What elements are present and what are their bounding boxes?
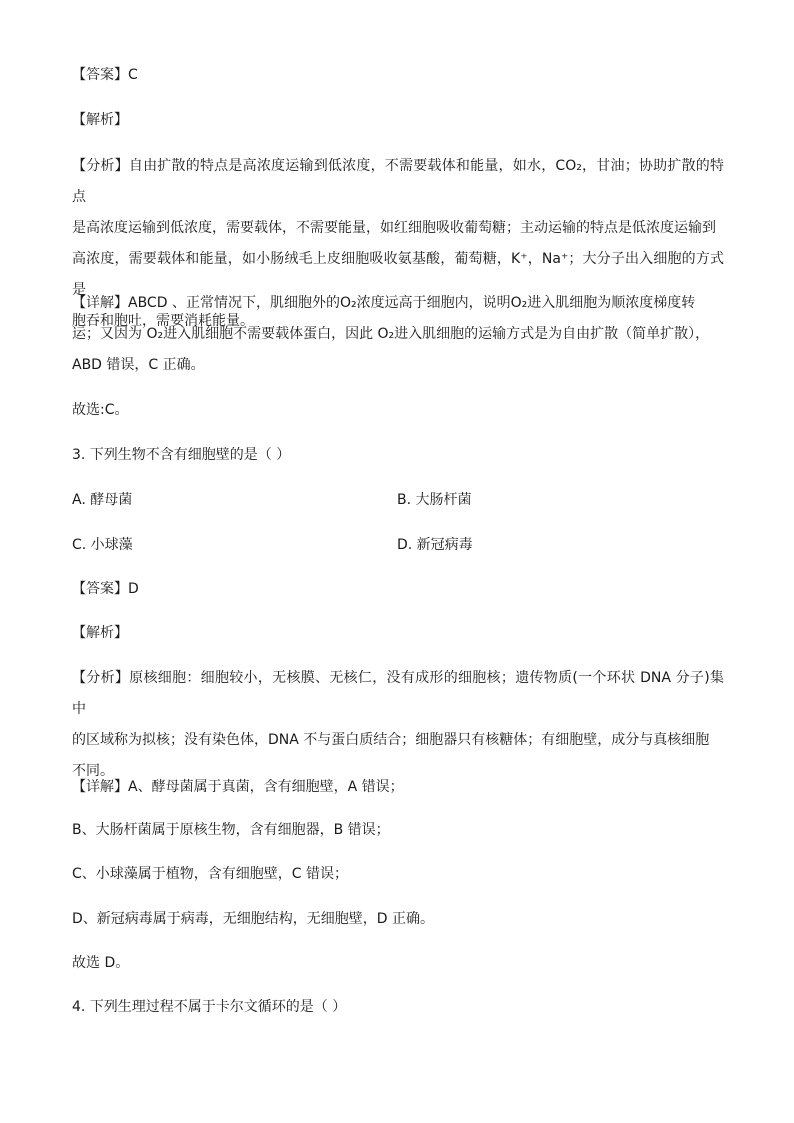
fenxi-line: 的区域称为拟核；没有染色体，DNA 不与蛋白质结合；细胞器只有核糖体；有细胞壁，成分与真核细胞: [72, 732, 710, 748]
fenxi-paragraph: [72, 663, 724, 787]
xiangjie-line: 【详解】ABCD 、正常情况下，肌细胞外的O₂浓度远高于细胞内，说明O₂进入肌细胞为顺浓度梯度转: [72, 295, 696, 311]
detail-line: B、大肠杆菌属于原核生物，含有细胞器，B 错误；: [72, 822, 390, 838]
detail-line: 【详解】A、酵母菌属于真菌，含有细胞壁，A 错误；: [72, 779, 404, 795]
fenxi-line: 【分析】原核细胞：细胞较小，无核膜、无核仁，没有成形的细胞核；遗传物质(一个环状 DNA 分子)集中: [72, 670, 724, 717]
fenxi-line: 不同。: [72, 763, 114, 779]
answer-line: [72, 65, 138, 85]
answer-tag: 【答案】: [72, 67, 128, 83]
answer-value: D: [128, 581, 139, 597]
option-b: B. 大肠杆菌: [397, 492, 472, 508]
option-a: A. 酵母菌: [72, 492, 133, 508]
xiangjie-tag: 【详解】: [72, 295, 128, 311]
fenxi-line: 是高浓度运输到低浓度，需要载体，不需要能量，如红细胞吸收葡萄糖；主动运输的特点是低浓度运输到: [72, 220, 716, 236]
conclusion: 故选:C。: [72, 402, 129, 418]
analysis-heading: 【解析】: [72, 112, 128, 128]
fenxi-line: 【分析】自由扩散的特点是高浓度运输到低浓度，不需要载体和能量，如水，CO₂，甘油；协助扩散的特点: [72, 158, 725, 205]
fenxi-line: 高浓度，需要载体和能量，如小肠绒毛上皮细胞吸收氨基酸，葡萄糖，K⁺，Na⁺；大分子出入细胞的方式是: [72, 251, 724, 298]
detail-line: D、新冠病毒属于病毒，无细胞结构，无细胞壁，D 正确。: [72, 911, 435, 927]
conclusion: 故选 D。: [72, 955, 130, 971]
answer-value: C: [128, 67, 138, 83]
fenxi-line: 胞吞和胞吐，需要消耗能量。: [72, 313, 254, 329]
xiangjie-line: ABD 错误，C 正确。: [72, 357, 205, 373]
question-stem: 4. 下列生理过程不属于卡尔文循环的是（ ）: [72, 999, 347, 1015]
xiangjie-line: 运；又因为 O₂进入肌细胞不需要载体蛋白，因此 O₂进入肌细胞的运输方式是为自由扩散（简单扩散），: [72, 326, 710, 342]
fenxi-tag: 【分析】: [72, 158, 129, 174]
xiangjie-paragraph: [72, 288, 724, 381]
analysis-heading: 【解析】: [72, 625, 128, 641]
xiangjie-tag: 【详解】: [72, 779, 128, 795]
question-stem: 3. 下列生物不含有细胞壁的是（ ）: [72, 447, 291, 463]
detail-line: C、小球藻属于植物，含有细胞壁，C 错误；: [72, 866, 348, 882]
answer-tag: 【答案】: [72, 581, 128, 597]
option-d: D. 新冠病毒: [397, 537, 473, 553]
fenxi-tag: 【分析】: [72, 670, 130, 686]
answer-line: [72, 579, 139, 599]
option-c: C. 小球藻: [72, 537, 133, 553]
